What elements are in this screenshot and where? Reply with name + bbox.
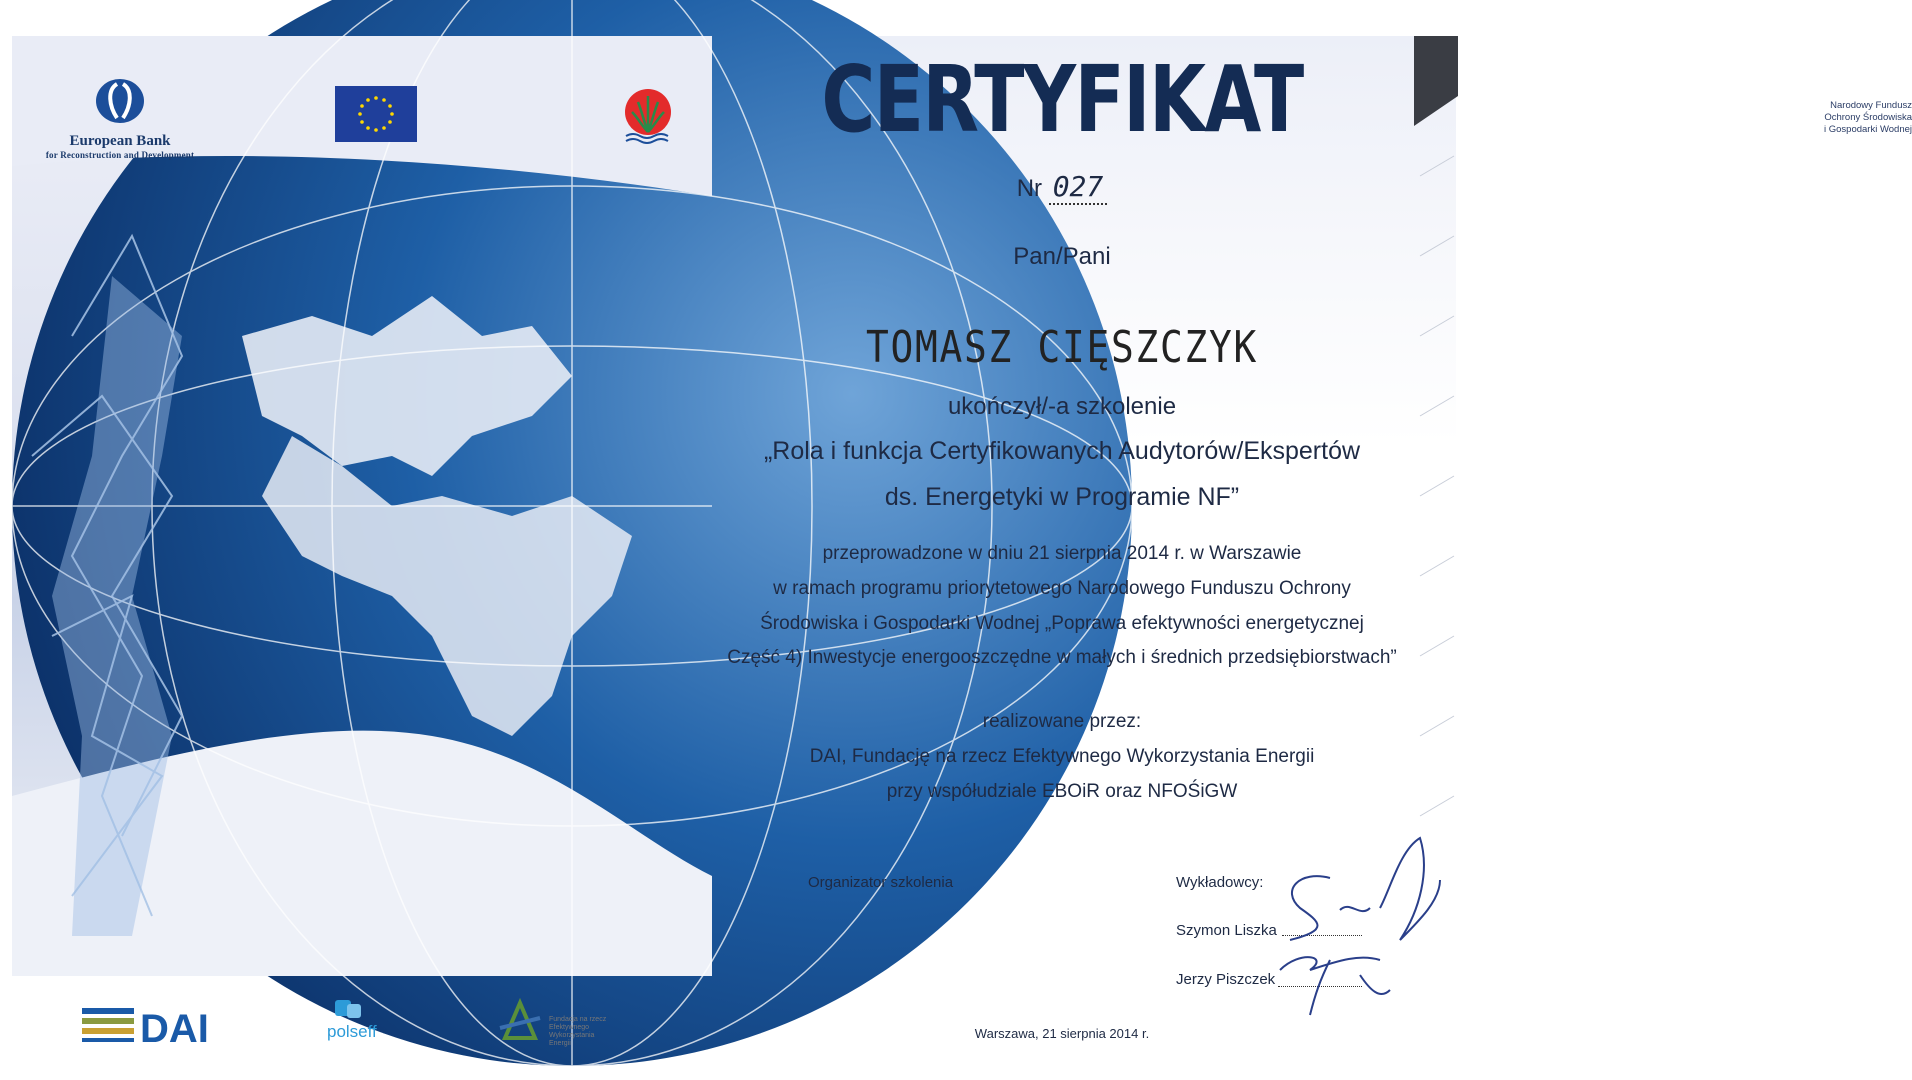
ebrd-logo (30, 78, 210, 160)
fewe-emblem-icon (495, 998, 545, 1048)
program-line3: Środowiska i Gospodarki Wodnej „Poprawa efektywności energetycznej (760, 613, 1364, 634)
program-line4: Część 4) Inwestycje energooszczędne w małych i średnich przedsiębiorstwach” (727, 647, 1397, 668)
realized-by-line2: przy współudziale EBOiR oraz NFOŚiGW (886, 781, 1238, 802)
dai-logo-text: DAI (140, 1007, 209, 1051)
globe-artwork (12, 36, 712, 976)
number-label: Nr (1016, 175, 1043, 202)
number-value: 027 (1049, 170, 1108, 205)
globe-illustration (12, 36, 712, 976)
ebrd-emblem-icon (95, 78, 145, 124)
lecturer-1: Szymon Liszka (1176, 922, 1277, 939)
completed-text: ukończył/-a szkolenie (947, 393, 1177, 420)
realized-by-line1: DAI, Fundację na rzecz Efektywnego Wykorzystania Energii (809, 746, 1315, 767)
eu-stars-icon (335, 86, 417, 142)
certificate-title: CERTYFIKAT (821, 46, 1303, 153)
eu-flag-logo (335, 86, 417, 142)
organizer-label: Organizator szkolenia (808, 874, 954, 891)
dai-logo-mark (82, 1004, 222, 1051)
lecturers-label: Wykładowcy: (1176, 874, 1264, 891)
polseff-logo (325, 998, 405, 1048)
lecturer-2: Jerzy Piszczek (1176, 971, 1276, 988)
salutation: Pan/Pani (1013, 243, 1111, 270)
ebrd-subtitle: for Reconstruction and Development (45, 150, 195, 160)
course-title-line2: ds. Energetyki w Programie NF” (884, 483, 1240, 511)
recipient-name: TOMASZ CIĘSZCZYK (865, 322, 1259, 373)
ebrd-name: European Bank (69, 133, 171, 149)
dai-logo (82, 1004, 222, 1049)
course-title-line1: „Rola i funkcja Certyfikowanych Audytorów/Ekspertów (763, 437, 1361, 465)
polseff-text: polseff (327, 1022, 377, 1041)
program-line2: w ramach programu priorytetowego Narodowego Funduszu Ochrony (773, 578, 1351, 599)
lecturer-signatures (1270, 830, 1450, 1030)
polseff-icon (335, 998, 365, 1020)
place-and-date: Warszawa, 21 sierpnia 2014 r. (974, 1026, 1150, 1041)
nfosigw-name: Narodowy Fundusz Ochrony Środowiska i Gospodarki Wodnej (1823, 100, 1912, 135)
fewe-logo (495, 998, 655, 1052)
nfosigw-emblem-icon (620, 88, 676, 146)
realized-by-label: realizowane przez: (982, 711, 1142, 732)
fewe-text: Fundacja na rzecz Efektywnego Wykorzystania Energii (549, 1016, 607, 1047)
certificate-number (712, 170, 1412, 203)
program-line1: przeprowadzone w dniu 21 sierpnia 2014 r. w Warszawie (822, 543, 1302, 564)
